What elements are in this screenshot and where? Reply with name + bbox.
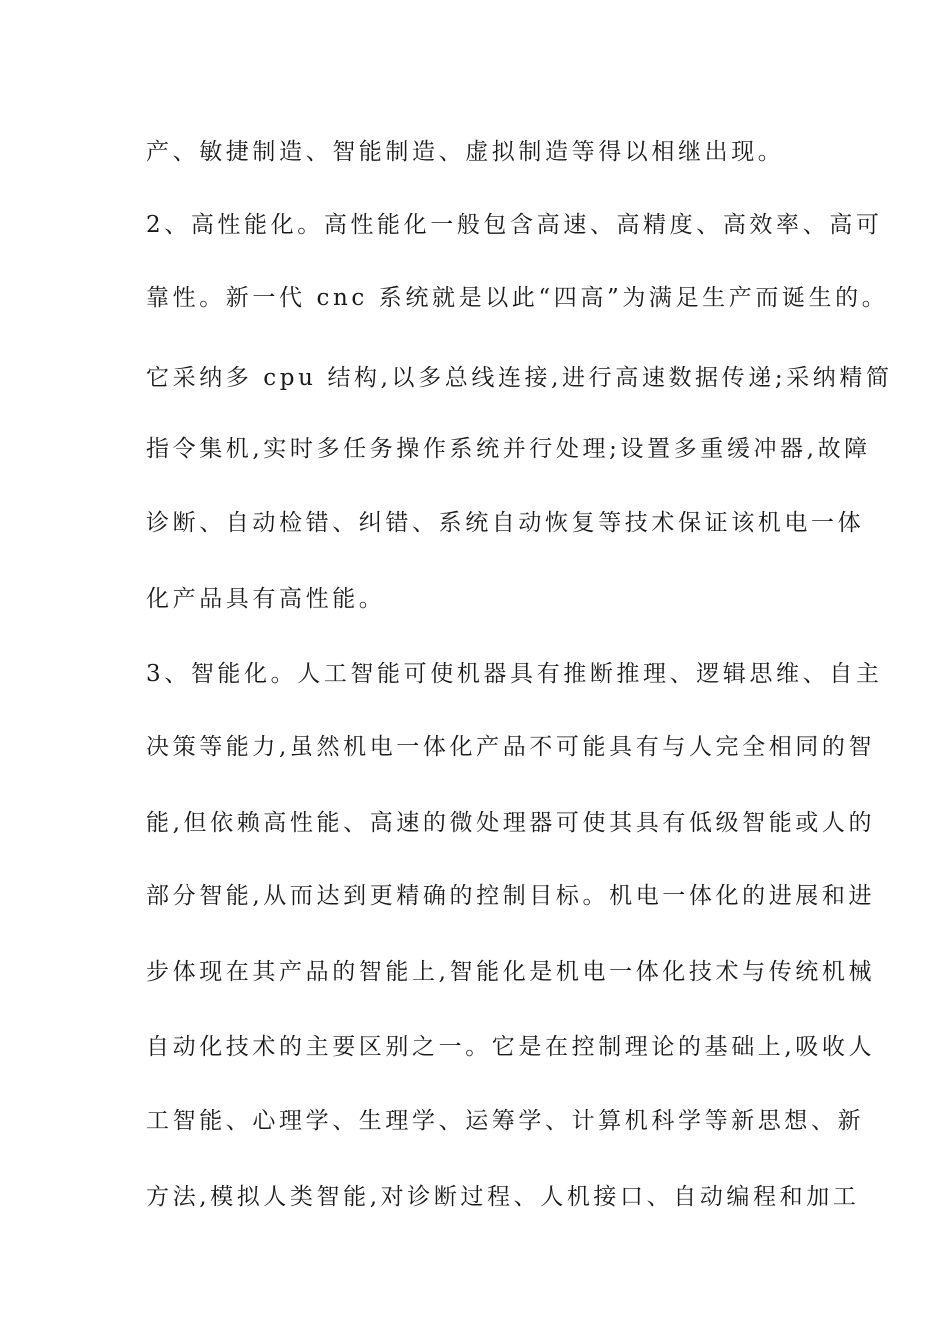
text-line: 部分智能,从而达到更精确的控制目标。机电一体化的进展和进 <box>146 883 876 909</box>
text-line: 方法,模拟人类智能,对诊断过程、人机接口、自动编程和加工 <box>146 1184 860 1210</box>
text-line: 2、高性能化。高性能化一般包含高速、高精度、高效率、高可 <box>146 212 883 238</box>
text-line: 它采纳多 cpu 结构,以多总线连接,进行高速数据传递;采纳精简 <box>146 365 893 391</box>
text-line: 指令集机,实时多任务操作系统并行处理;设置多重缓冲器,故障 <box>146 436 871 462</box>
text-line: 产、敏捷制造、智能制造、虚拟制造等得以相继出现。 <box>146 139 785 165</box>
text-line: 化产品具有高性能。 <box>146 586 386 612</box>
text-line: 决策等能力,虽然机电一体化产品不可能具有与人完全相同的智 <box>146 734 876 760</box>
text-line: 靠性。新一代 cnc 系统就是以此“四高”为满足生产而诞生的。 <box>146 285 889 311</box>
text-line: 3、智能化。人工智能可使机器具有推断推理、逻辑思维、自主 <box>146 661 883 687</box>
text-line: 自动化技术的主要区别之一。它是在控制理论的基础上,吸收人 <box>146 1034 876 1060</box>
text-line: 诊断、自动检错、纠错、系统自动恢复等技术保证该机电一体 <box>146 510 865 536</box>
text-line: 步体现在其产品的智能上,智能化是机电一体化技术与传统机械 <box>146 959 876 985</box>
text-line: 能,但依赖高性能、高速的微处理器可使其具有低级智能或人的 <box>146 810 876 836</box>
text-line: 工智能、心理学、生理学、运筹学、计算机科学等新思想、新 <box>146 1108 865 1134</box>
